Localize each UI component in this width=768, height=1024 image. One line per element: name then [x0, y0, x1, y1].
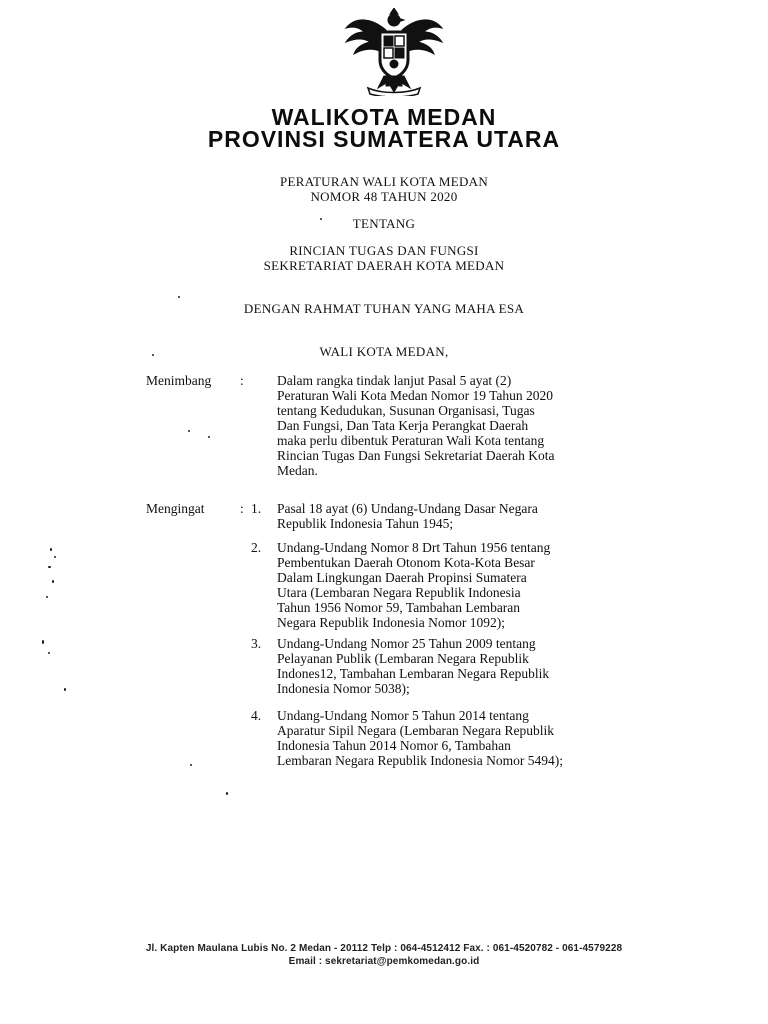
header-title: WALIKOTA MEDAN: [271, 104, 497, 130]
about-label: TENTANG: [352, 216, 416, 231]
regulation-title: PERATURAN WALI KOTA MEDAN: [279, 174, 489, 189]
mengingat-item-3: [277, 636, 661, 696]
text-line: Tahun 1956 Nomor 59, Tambahan Lembaran: [277, 600, 521, 615]
text-line: Pembentukan Daerah Otonom Kota-Kota Besar: [277, 555, 535, 570]
text-line: Aparatur Sipil Negara (Lembaran Negara Republik: [277, 723, 555, 738]
footer-address: Jl. Kapten Maulana Lubis No. 2 Medan - 20112 Telp : 064-4512412 Fax. : 061-4520782 - 061-4579228: [145, 943, 623, 954]
text-line: Negara Republik Indonesia Nomor 1092);: [277, 615, 505, 630]
text-line: Dalam Lingkungan Daerah Propinsi Sumatera: [277, 570, 527, 585]
regulation-number: NOMOR 48 TAHUN 2020: [310, 189, 458, 204]
text-line: Undang-Undang Nomor 8 Drt Tahun 1956 tentang: [277, 540, 551, 555]
garuda-emblem-icon: [342, 8, 446, 96]
text-line: Indonesia Nomor 5038);: [277, 681, 410, 696]
text-line: Dalam rangka tindak lanjut Pasal 5 ayat (2): [277, 373, 512, 388]
menimbang-colon: :: [240, 373, 244, 388]
text-line: Indones12, Tambahan Lembaran Negara Republik: [277, 666, 550, 681]
mengingat-label: Mengingat: [146, 501, 205, 516]
subject-line-1: RINCIAN TUGAS DAN FUNGSI: [289, 243, 479, 258]
text-line: Republik Indonesia Tahun 1945;: [277, 516, 454, 531]
text-line: Dan Fungsi, Dan Tata Kerja Perangkat Daerah: [277, 418, 529, 433]
text-line: Medan.: [277, 463, 318, 478]
subject-line-2: SEKRETARIAT DAERAH KOTA MEDAN: [263, 258, 505, 273]
item-number: 1.: [251, 501, 262, 516]
item-number: 3.: [251, 636, 262, 651]
text-line: Undang-Undang Nomor 5 Tahun 2014 tentang: [277, 708, 529, 723]
preamble: DENGAN RAHMAT TUHAN YANG MAHA ESA: [243, 301, 525, 316]
authority: WALI KOTA MEDAN,: [319, 344, 449, 359]
text-line: Undang-Undang Nomor 25 Tahun 2009 tentang: [277, 636, 536, 651]
item-number: 4.: [251, 708, 262, 723]
text-line: Pasal 18 ayat (6) Undang-Undang Dasar Negara: [277, 501, 538, 516]
item-number: 2.: [251, 540, 262, 555]
mengingat-item-1: [277, 501, 661, 531]
mengingat-colon: :: [240, 501, 244, 516]
text-line: Utara (Lembaran Negara Republik Indonesia: [277, 585, 521, 600]
mengingat-item-2: [277, 540, 661, 630]
menimbang-text: [277, 373, 661, 478]
text-line: maka perlu dibentuk Peraturan Wali Kota tentang: [277, 433, 545, 448]
footer-email: Email : sekretariat@pemkomedan.go.id: [288, 956, 480, 967]
text-line: Rincian Tugas Dan Fungsi Sekretariat Daerah Kota: [277, 448, 555, 463]
text-line: Indonesia Tahun 2014 Nomor 6, Tambahan: [277, 738, 511, 753]
text-line: Peraturan Wali Kota Medan Nomor 19 Tahun 2020: [277, 388, 554, 403]
mengingat-item-4: [277, 708, 661, 768]
text-line: tentang Kedudukan, Susunan Organisasi, Tugas: [277, 403, 535, 418]
text-line: Lembaran Negara Republik Indonesia Nomor 5494);: [277, 753, 564, 768]
menimbang-label: Menimbang: [146, 373, 212, 388]
text-line: Pelayanan Publik (Lembaran Negara Republik: [277, 651, 529, 666]
header-subtitle: PROVINSI SUMATERA UTARA: [207, 126, 561, 152]
